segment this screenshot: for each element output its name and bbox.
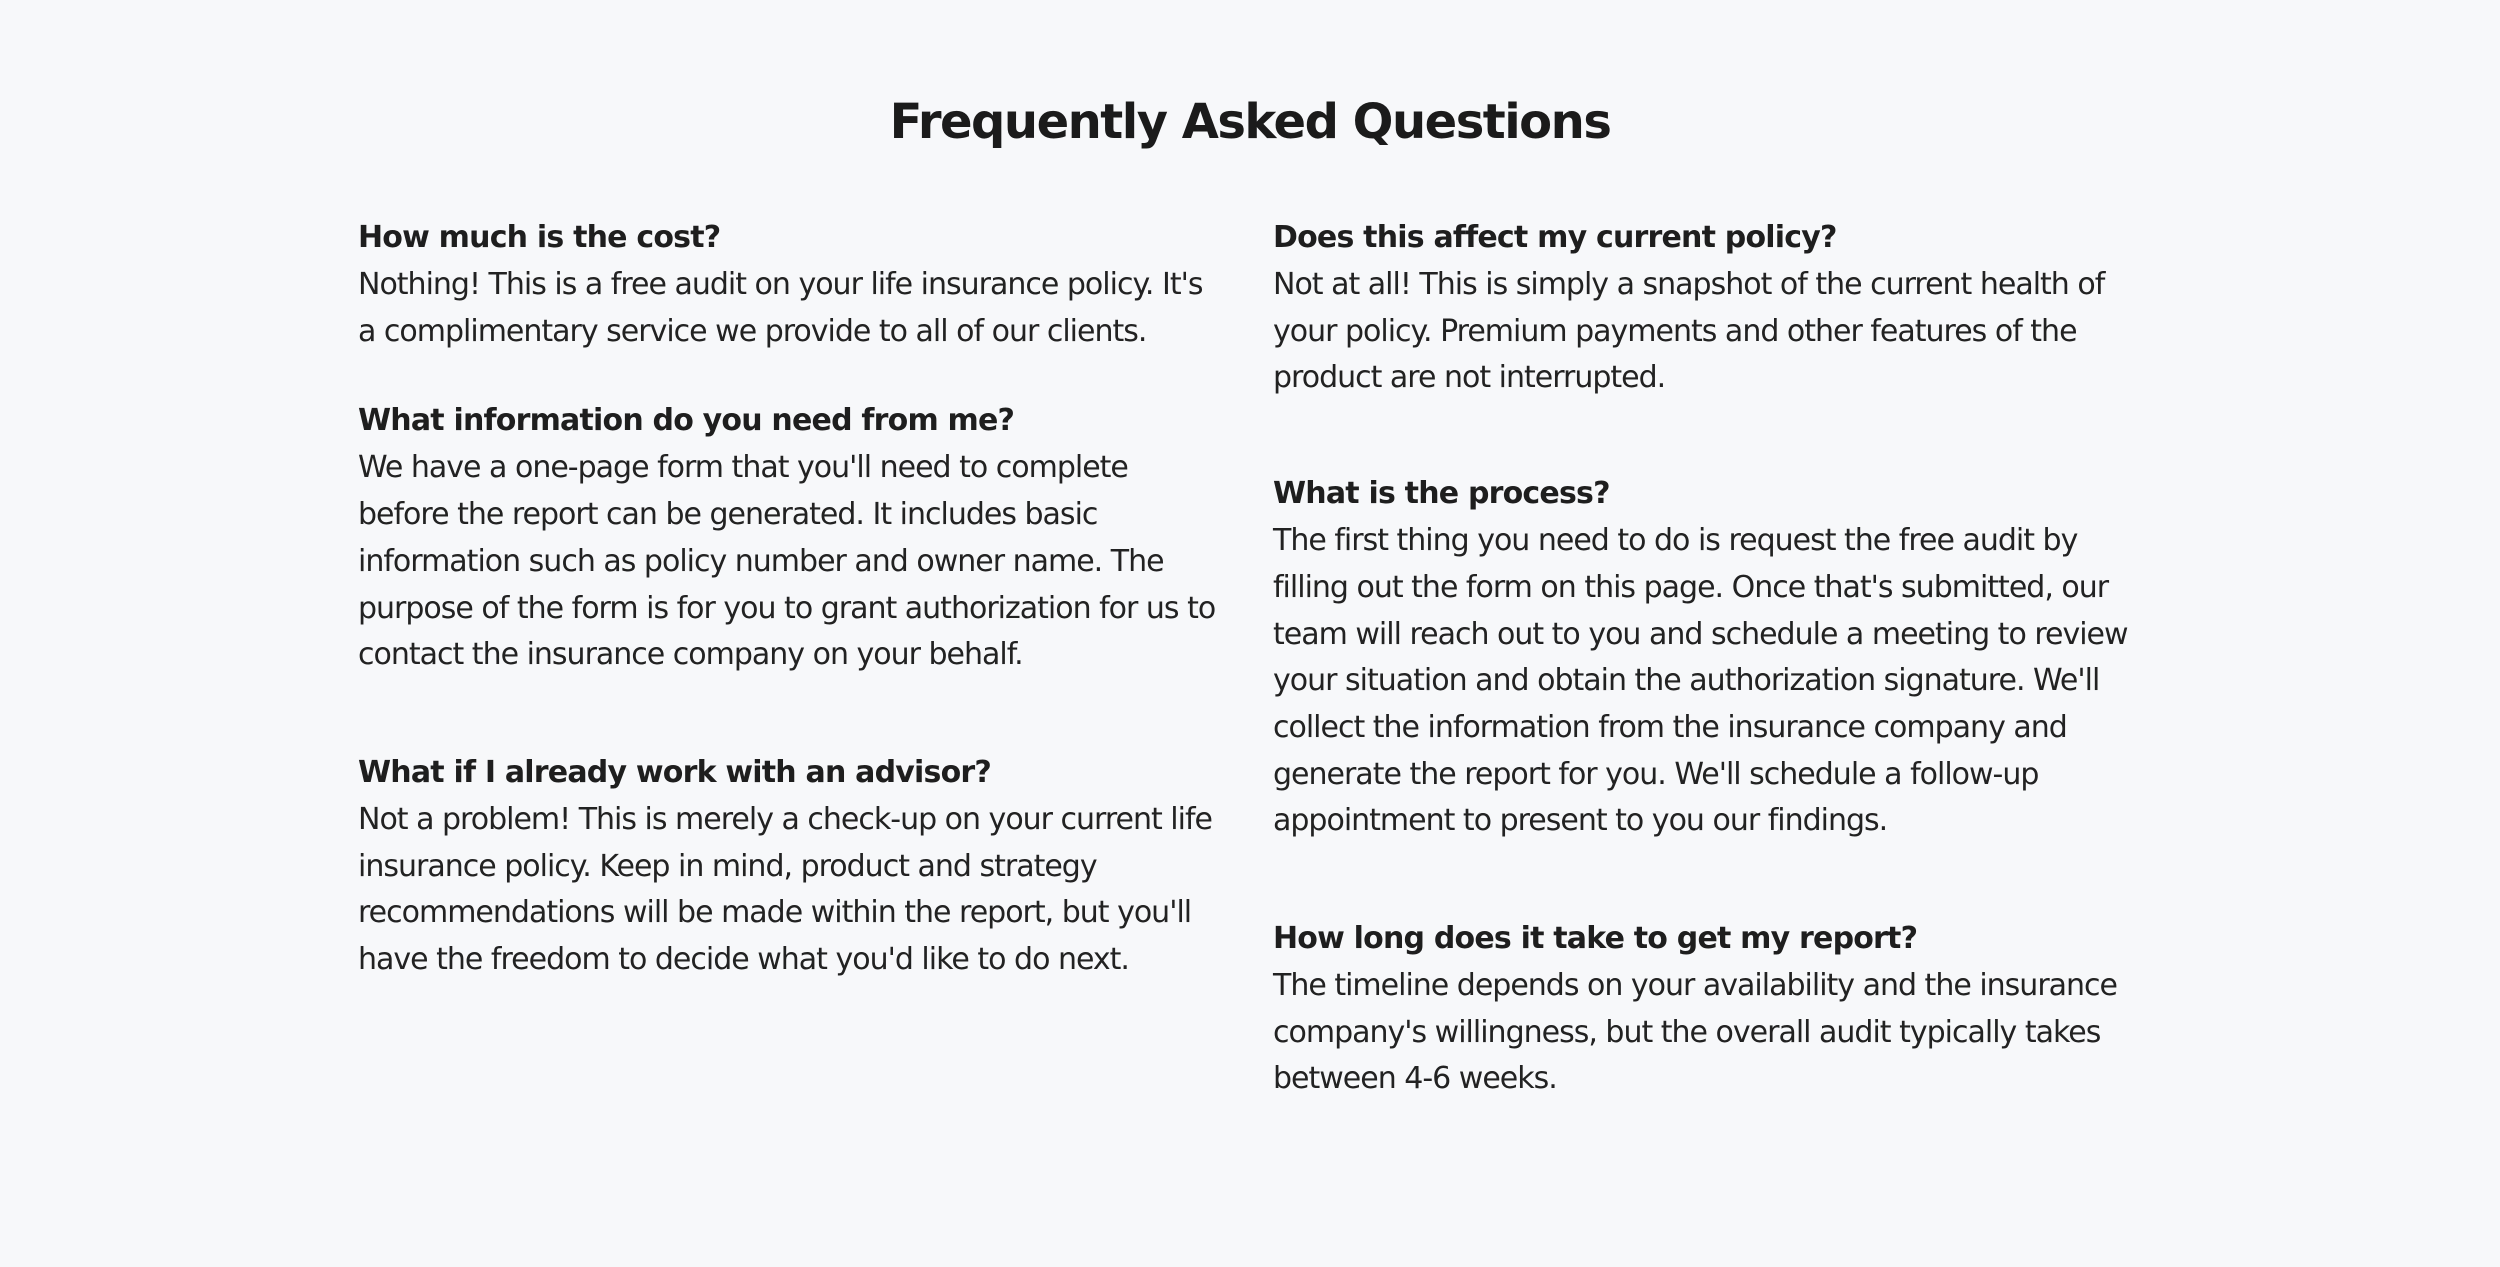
faq-answer: The timeline depends on your availability and the insurance company's willingness, but the overall audit typically takes between 4-6 weeks. (1273, 968, 2118, 1097)
faq-answer: Not a problem! This is merely a check-up on your current life insurance policy. Keep in mind, product and strategy recommendations will be made within the report, but you'll have the freedom to decide what you'd like to do next. (358, 801, 1212, 978)
faq-question: How long does it take to get my report? (1273, 921, 1918, 957)
faq-answer: We have a one-page form that you'll need to complete before the report can be generated. It includes basic information such as policy number and owner name. The purpose of the form is for you to grant authorization for us to contact the insurance company on your behalf. (358, 450, 1216, 673)
faq-answer: Nothing! This is a free audit on your life insurance policy. It's a complimentary service we provide to all of our clients. (358, 267, 1203, 349)
faq-item (358, 399, 1226, 679)
faq-answer: Not at all! This is simply a snapshot of the current health of your policy. Premium payments and other features of the product are not interrupted. (1273, 267, 2105, 396)
faq-question: How much is the cost? (358, 220, 721, 255)
faq-item (358, 751, 1226, 984)
faq-question: What if I already work with an advisor? (358, 754, 991, 790)
faq-item (1273, 917, 2153, 1103)
faq-column-left (358, 216, 1226, 1044)
page-title: Frequently Asked Questions (889, 94, 1611, 150)
faq-column-right (1273, 216, 2153, 1163)
faq-question: What information do you need from me? (358, 403, 1015, 439)
faq-item (358, 216, 1226, 355)
faq-item (1273, 472, 2153, 845)
faq-answer: The first thing you need to do is request the free audit by filling out the form on this page. Once that's submitted, our team will reach out to you and schedule a meeting to review your situation and obtain the authorization signature. We'll collect the information from the insurance company and generate the report for you. We'll schedule a follow-up appointment to present to you our findings. (1273, 523, 2128, 839)
faq-item (1273, 216, 2153, 402)
faq-question: What is the process? (1273, 476, 1610, 512)
faq-question: Does this affect my current policy? (1273, 220, 1837, 255)
